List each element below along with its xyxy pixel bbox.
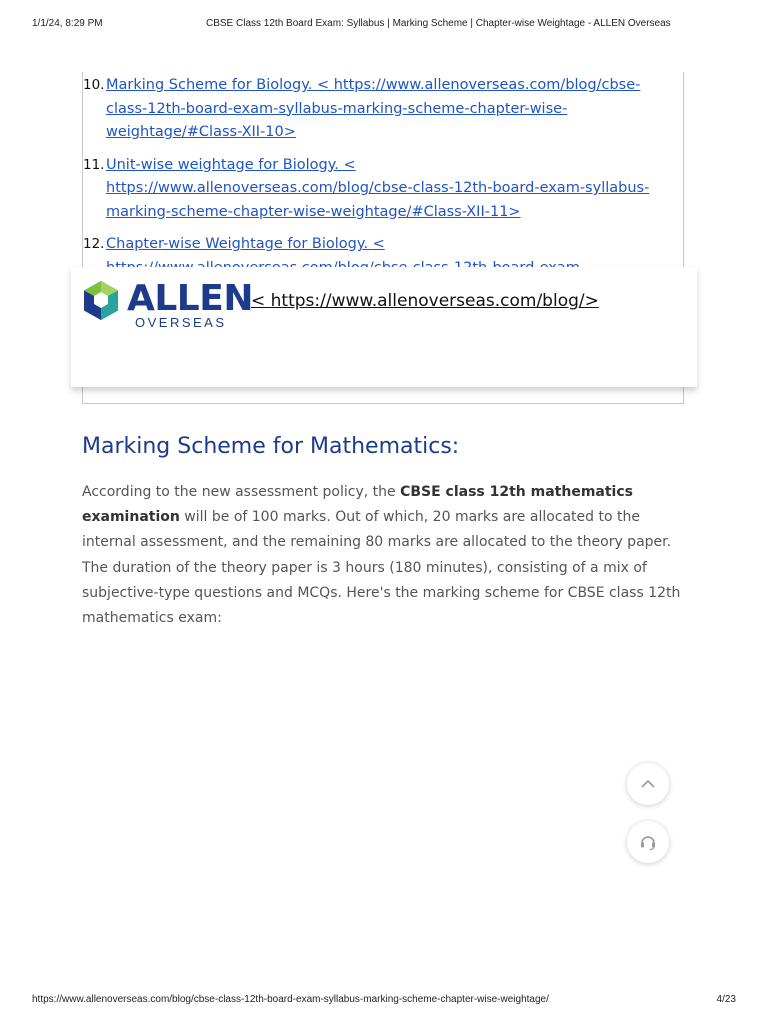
print-page-title: CBSE Class 12th Board Exam: Syllabus | Marking Scheme | Chapter-wise Weightage - ALLEN Overseas [206, 18, 671, 29]
toc-item-number: 10. [83, 77, 105, 93]
toc-list [83, 74, 663, 289]
headset-icon [638, 832, 658, 852]
print-url: https://www.allenoverseas.com/blog/cbse-class-12th-board-exam-syllabus-marking-scheme-chapter-wise-weightage/ [32, 994, 549, 1005]
scroll-to-top-button[interactable] [627, 763, 669, 805]
page-number: 4/23 [716, 994, 736, 1005]
blog-home-link[interactable]: < https://www.allenoverseas.com/blog/> [251, 291, 599, 311]
logo-subtitle: OVERSEAS [135, 315, 227, 330]
support-chat-button[interactable] [627, 821, 669, 863]
logo-wordmark: ALLEN [127, 278, 253, 319]
toc-link-marking-scheme-biology[interactable]: Marking Scheme for Biology. < https://www.allenoverseas.com/blog/cbse-class-12th-board-exam-syllabus-marking-scheme-chapter-wise-weightage/#Class-XII-10> [106, 77, 641, 140]
toc-item-number: 11. [83, 156, 105, 173]
chevron-up-icon [638, 774, 658, 794]
section-heading: Marking Scheme for Mathematics: [82, 434, 460, 459]
toc-link-chapter-weightage-biology[interactable]: Chapter-wise Weightage for Biology. < [106, 236, 385, 252]
toc-item [83, 154, 663, 225]
toc-item [83, 74, 663, 145]
hexagon-logo-icon [81, 279, 121, 323]
site-header [71, 267, 697, 387]
paragraph-text-start: According to the new assessment policy, the [82, 484, 401, 500]
paragraph-bold-text: CBSE class 12th mathematics examination [82, 484, 633, 526]
section-paragraph [82, 480, 692, 631]
paragraph-text-end: will be of 100 marks. Out of which, 20 marks are allocated to the internal assessment, and the remaining 80 marks are allocated to the theory paper. The duration of the theory paper is 3 hours (180 minutes), consisting of a mix of subjective-type questions and MCQs. Here's the marking scheme for CBSE class 12th mathematics exam: [82, 509, 681, 627]
allen-overseas-logo[interactable] [81, 278, 253, 330]
toc-item-number: 12. [83, 236, 105, 252]
toc-link-unit-weightage-biology[interactable]: Unit-wise weightage for Biology. < https://www.allenoverseas.com/blog/cbse-class-12th-board-exam-syllabus-marking-scheme-chapter-wise-weightage/#Class-XII-11> [106, 156, 650, 220]
print-datetime: 1/1/24, 8:29 PM [32, 18, 103, 29]
